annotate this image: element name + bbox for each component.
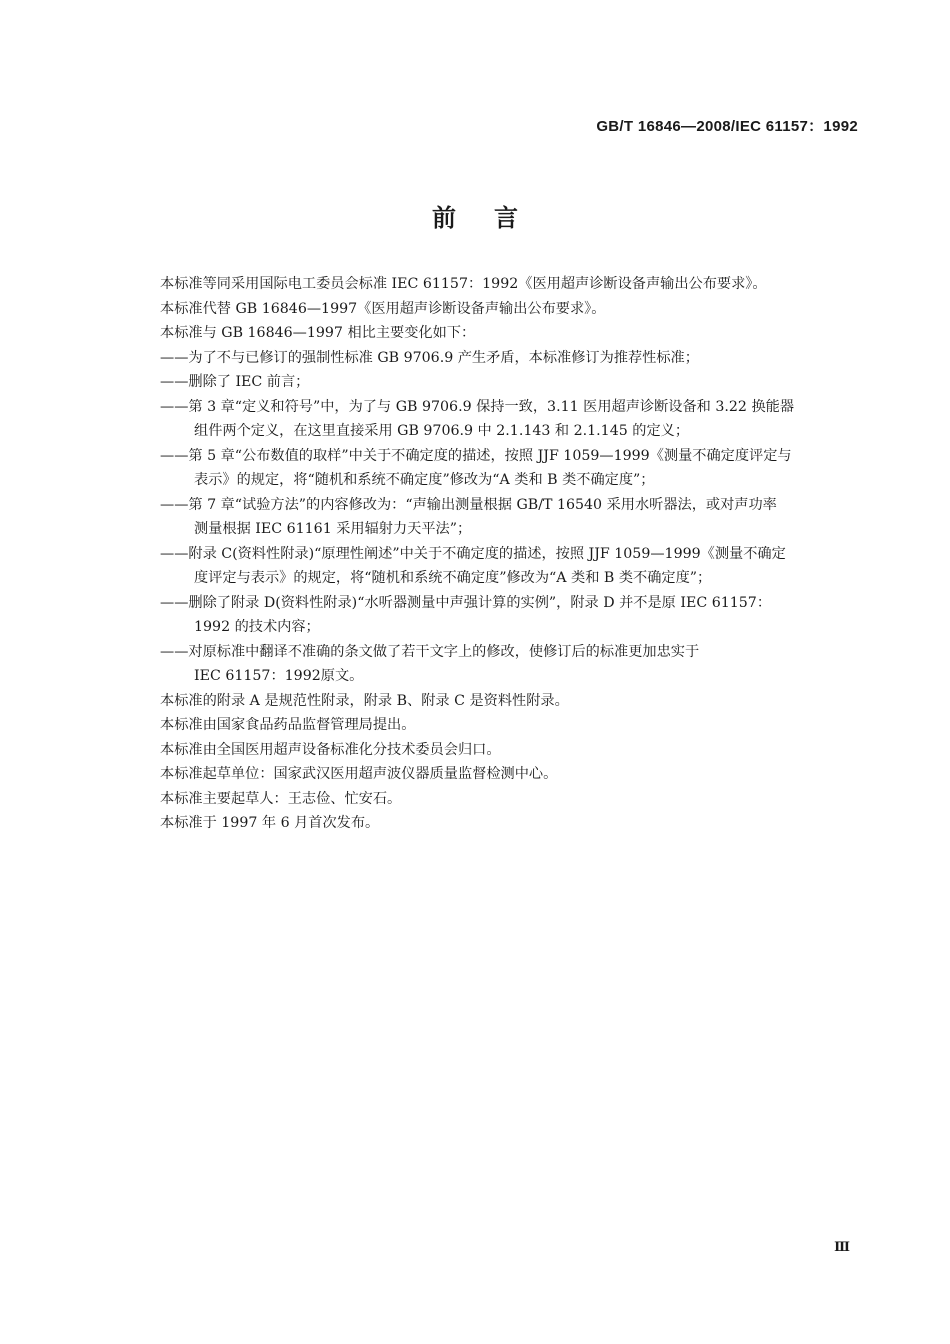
standard-code: GB/T 16846—2008/IEC 61157：1992	[596, 118, 858, 135]
change-item	[160, 591, 860, 640]
paragraph: 本标准由全国医用超声设备标准化分技术委员会归口。	[160, 741, 501, 758]
paragraph: 本标准与 GB 16846—1997 相比主要变化如下：	[160, 325, 476, 341]
change-item-line: ——删除了 IEC 前言；	[160, 374, 310, 390]
paragraph: 本标准等同采用国际电工委员会标准 IEC 61157：1992《医用超声诊断设备声输出公布要求》。	[160, 276, 767, 292]
change-item	[160, 542, 860, 591]
change-item	[160, 444, 860, 493]
document-body	[160, 272, 860, 836]
change-item-line: ——对原标准中翻译不准确的条文做了若干文字上的修改，使修订后的标准更加忠实于	[160, 643, 700, 660]
change-item-continuation: 1992 的技术内容；	[194, 619, 320, 635]
change-item-continuation: 组件两个定义，在这里直接采用 GB 9706.9 中 2.1.143 和 2.1.145 的定义；	[194, 423, 690, 439]
page-title: 前言	[432, 204, 556, 232]
change-item	[160, 640, 860, 689]
paragraph: 本标准代替 GB 16846—1997《医用超声诊断设备声输出公布要求》。	[160, 300, 606, 317]
paragraph: 本标准起草单位：国家武汉医用超声波仪器质量监督检测中心。	[160, 766, 558, 782]
change-item-line: ——为了不与已修订的强制性标准 GB 9706.9 产生矛盾，本标准修订为推荐性标准；	[160, 349, 699, 366]
change-item-line: ——第 3 章“定义和符号”中，为了与 GB 9706.9 保持一致，3.11 医用超声诊断设备和 3.22 换能器	[160, 398, 795, 415]
change-item-continuation: 度评定与表示》的规定，将“随机和系统不确定度”修改为“A 类和 B 类不确定度”；	[194, 570, 712, 586]
change-item-line: ——删除了附录 D(资料性附录)“水听器测量中声强计算的实例”，附录 D 并不是原 IEC 61157：	[160, 594, 772, 611]
paragraph: 本标准的附录 A 是规范性附录，附录 B、附录 C 是资料性附录。	[160, 692, 569, 709]
change-item	[160, 395, 860, 444]
change-item-continuation: 表示》的规定，将“随机和系统不确定度”修改为“A 类和 B 类不确定度”；	[194, 472, 655, 488]
paragraph: 本标准主要起草人：王志俭、忙安石。	[160, 790, 402, 807]
page-number: Ⅲ	[834, 1240, 850, 1255]
change-item-line: ——第 7 章“试验方法”的内容修改为：“声输出测量根据 GB/T 16540 采用水听器法，或对声功率	[160, 496, 777, 513]
paragraph: 本标准由国家食品药品监督管理局提出。	[160, 717, 416, 733]
change-item	[160, 370, 860, 395]
change-item-line: ——附录 C(资料性附录)“原理性阐述”中关于不确定度的描述，按照 JJF 1059—1999《测量不确定	[160, 545, 786, 562]
change-item	[160, 346, 860, 371]
change-item	[160, 493, 860, 542]
paragraph: 本标准于 1997 年 6 月首次发布。	[160, 815, 380, 831]
change-item-continuation: IEC 61157：1992原文。	[194, 668, 364, 684]
change-item-continuation: 测量根据 IEC 61161 采用辐射力天平法”；	[194, 521, 472, 537]
change-item-line: ——第 5 章“公布数值的取样”中关于不确定度的描述，按照 JJF 1059—1999《测量不确定度评定与	[160, 447, 792, 464]
